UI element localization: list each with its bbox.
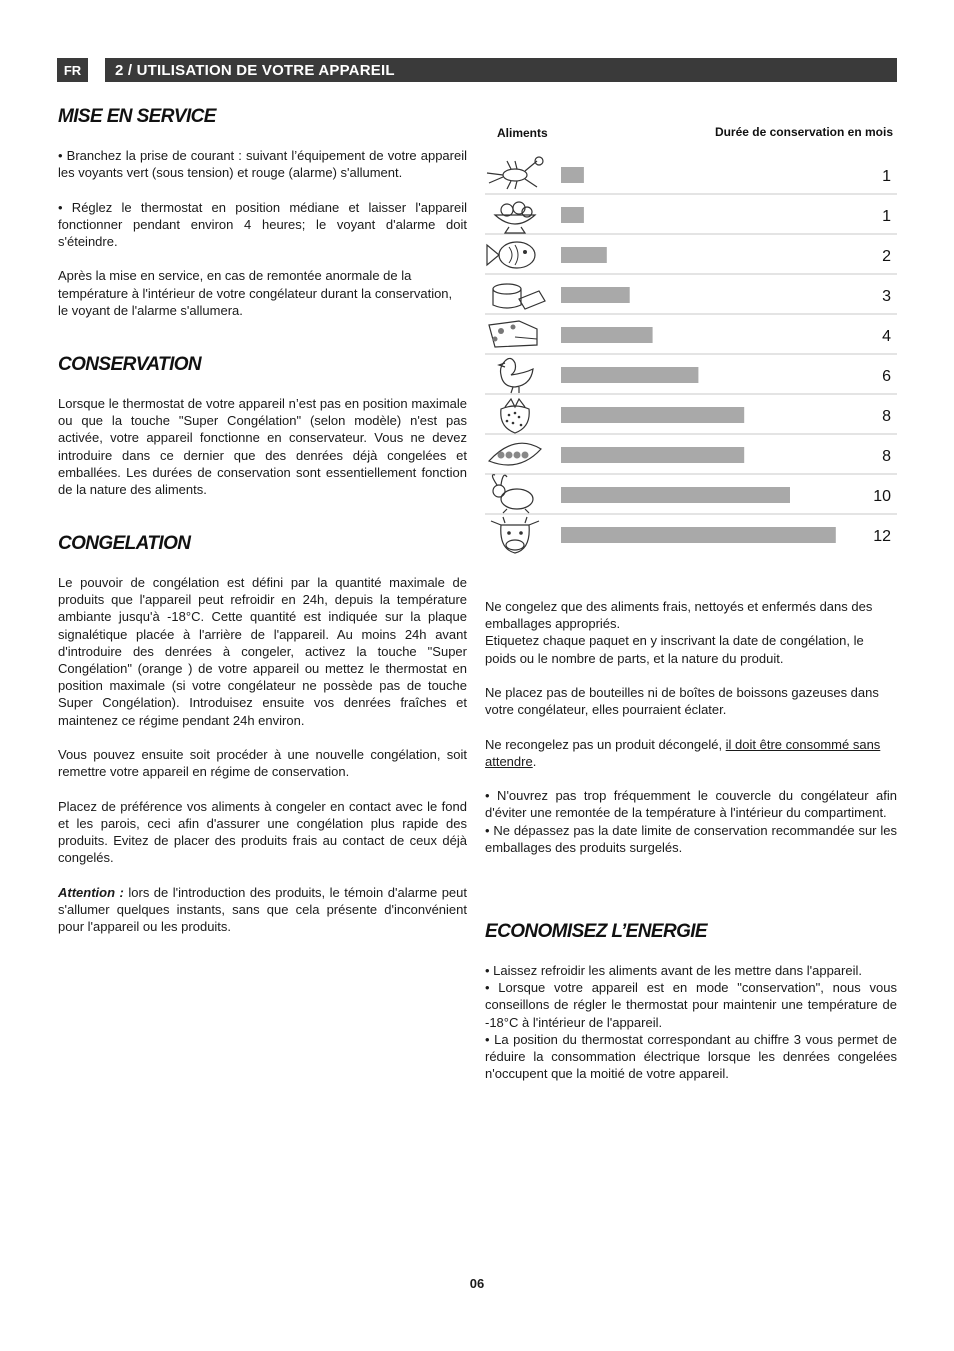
conservation-p1: Lorsque le thermostat de votre appareil n’est pas en position maximale ou que la touche "Super Congélation" (selon modèle) n'est pas activée, votre appareil fonctionne en conservateur. Vous ne devez introduire dans ce dernier que des denrées déjà congelées et emballées. Les durées de conservation sont essentiellement fonction de la nature des aliments.: [58, 396, 467, 498]
chart-bar: [561, 407, 744, 423]
attention-text: lors de l'introduction des produits, le témoin d'alarme peut s'allumer quelques instants, sans que cela présente d'inconvénient pour l'appareil ou les produits.: [58, 884, 468, 935]
congelation-p2: Vous pouvez ensuite soit procéder à une nouvelle congélation, soit remettre votre appareil en régime de conservation.: [58, 747, 467, 780]
right-p3-underlined: il doit être consommé sans attendre: [485, 736, 881, 769]
right-p1b: Etiquetez chaque paquet en y inscrivant la date de congélation, le poids ou le nombre de parts, et la nature du produit.: [485, 633, 864, 666]
rabbit-icon: [492, 475, 533, 513]
chart-bar: [561, 287, 630, 303]
chart-ylabel: Durée de conservation en mois: [714, 125, 893, 139]
right-b1: • N'ouvrez pas trop fréquemment le couvercle du congélateur afin d'éviter une remontée de la température à l'intérieur du compartiment.: [485, 788, 897, 821]
congelation-title: CONGELATION: [58, 533, 191, 554]
chart-bar: [561, 367, 698, 383]
chart-bar: [561, 247, 607, 263]
congelation-attention: [58, 884, 467, 936]
chart-xlabel: Aliments: [497, 126, 548, 140]
chart-value-label: 6: [882, 368, 891, 385]
chart-bar: [561, 487, 790, 503]
conservation-text: [58, 395, 467, 498]
chart-value-label: 2: [882, 248, 891, 265]
chart-value-label: 1: [882, 208, 891, 225]
chart-bar: [561, 447, 744, 463]
chart-value-label: 4: [882, 328, 891, 345]
chart-rows: [485, 157, 897, 553]
right-p3: [485, 736, 897, 770]
conservation-title: CONSERVATION: [58, 354, 202, 375]
crayfish-icon: [487, 157, 543, 189]
cheese-wedge-icon: [489, 321, 537, 347]
energie-b3: • La position du thermostat correspondant au chiffre 3 vous permet de réduire la consommation électrique lorsque les denrées congelées n'occupent que la moitié de votre appareil.: [485, 1031, 897, 1082]
chart-bar: [561, 527, 836, 543]
mise-en-service-title: MISE EN SERVICE: [58, 106, 216, 127]
congelation-text: [58, 574, 467, 935]
page-number: 06: [469, 1276, 485, 1291]
right-p3-pre: Ne recongelez pas un produit décongelé,: [485, 736, 726, 752]
chart-value-label: 1: [882, 168, 891, 185]
right-b2: • Ne dépassez pas la date limite de conservation recommandée sur les emballages des produits surgelés.: [485, 822, 897, 855]
section-header: 2 / UTILISATION DE VOTRE APPAREIL: [105, 58, 897, 82]
language-badge: FR: [57, 58, 88, 82]
energie-b1: • Laissez refroidir les aliments avant de les mettre dans l'appareil.: [485, 963, 862, 978]
attention-label: Attention :: [58, 884, 124, 900]
congelation-p3: Placez de préférence vos aliments à congeler en contact avec le fond et les parois, ceci afin d'assurer une congélation plus rapide des produits. Evitez de placer des produits frais au contact de ceux déjà congelés.: [58, 798, 467, 866]
fruit-bowl-icon: [495, 202, 535, 233]
chart-bar: [561, 207, 584, 223]
mise-en-service-p1: • Branchez la prise de courant : suivant l’équipement de votre appareil les voyants vert (sous tension) et rouge (alarme) s'allument.: [58, 148, 467, 181]
energie-b2: • Lorsque votre appareil est en mode "conservation", nous vous conseillons de régler le thermostat pour maintenir une température de -18°C à l'intérieur de l'appareil.: [485, 980, 897, 1030]
chart-value-label: 8: [882, 448, 891, 465]
congelation-p1: Le pouvoir de congélation est défini par la quantité maximale de produits que l'appareil peut refroidir en 24h, depuis la température ambiante jusqu'à -18°C. Cette quantité est indiquée sur la plaque signalétique placée à l'arrière de l'appareil. Au moins 24h avant d'introduire des denrées à congeler, activez la touche "Super Congélation" (orange ) de votre appareil ou mettez le thermostat en position maximale (si votre congélateur ne possède pas de touche Super Congélation). Introduisez ensuite vos denrées fraîches et maintenez ce régime pendant 24h environ.: [58, 575, 467, 728]
right-p3-post: .: [532, 753, 537, 769]
right-p2: Ne placez pas de bouteilles ni de boîtes de boissons gazeuses dans votre congélateur, elles pourraient éclater.: [485, 685, 879, 718]
energie-title: ECONOMISEZ L’ENERGIE: [485, 921, 708, 942]
energie-text: [485, 962, 897, 1082]
chicken-icon: [499, 358, 533, 393]
chart-bar: [561, 327, 653, 343]
chart-value-label: 3: [882, 288, 891, 305]
chart-bar: [561, 167, 584, 183]
cow-icon: [491, 517, 539, 553]
right-text: [485, 598, 897, 856]
mise-en-service-text: [58, 147, 467, 319]
chart-value-label: 10: [873, 488, 891, 505]
chart-value-label: 12: [873, 528, 891, 545]
mise-en-service-p3: Après la mise en service, en cas de remontée anormale de la température à l'intérieur de votre congélateur durant la conservation, le voyant de l'alarme s'allumera.: [58, 268, 453, 318]
mise-en-service-p2: • Réglez le thermostat en position médiane et laisser l'appareil fonctionner pendant environ 4 heures; le voyant d'alarme doit s'éteindre.: [58, 199, 467, 249]
strawberry-icon: [501, 399, 529, 433]
cheese-pot-icon: [493, 284, 545, 309]
peas-icon: [489, 443, 541, 465]
right-p1a: Ne congelez que des aliments frais, nettoyés et enfermés dans des emballages appropriés.: [485, 599, 873, 632]
chart-value-label: 8: [882, 408, 891, 425]
conservation-duration-chart: [485, 120, 897, 560]
fish-icon: [487, 242, 535, 268]
